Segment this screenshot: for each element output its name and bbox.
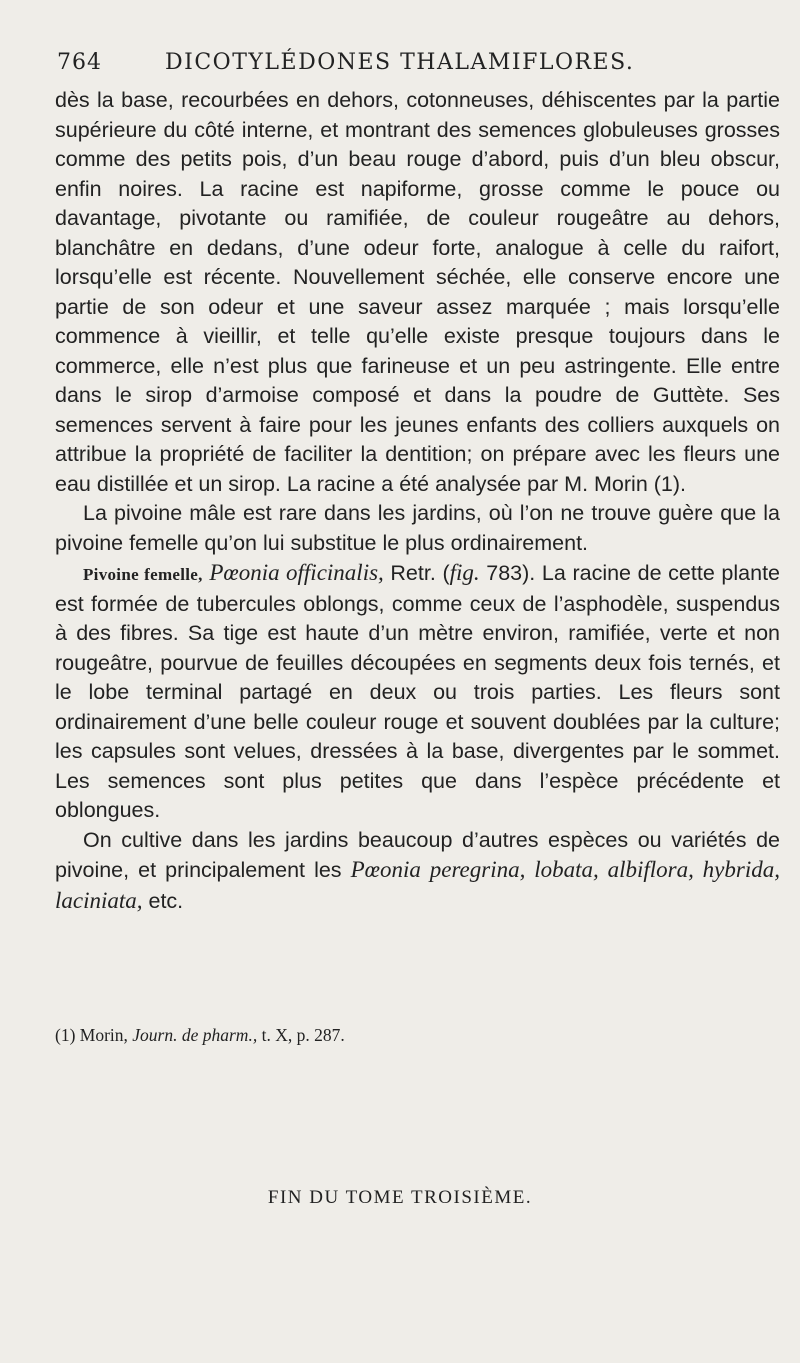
- fig-label: fig.: [449, 560, 480, 585]
- fig-ref: 783).: [479, 561, 542, 585]
- paragraph-3-text: La racine de cette plante est formée de tubercules oblongs, comme ceux de l’asphodèle, suspendus à des fibres. Sa tige est haute d’un mètre environ, ramifiée, verte et non rougeâtre, pourvue de feuilles découpées en segments deux fois ternés, et le lobe terminal partagé en deux ou trois parties. Les fleurs sont ordinairement d’une belle couleur rouge et souvent doublées par la culture; les capsules sont velues, dressées à la base, divergentes par le sommet. Les semences sont plus petites que dans l’espèce précédente et oblongues.: [55, 561, 780, 822]
- running-head: DICOTYLÉDONES THALAMIFLORES.: [165, 50, 635, 75]
- paragraph-1: dès la base, recourbées en dehors, cotonneuses, déhiscentes par la partie supérieure du côté interne, et montrant des semences globuleuses grosses comme des petits pois, d’un beau rouge d’abord, puis d’un bleu obscur, enfin noires. La racine est napiforme, grosse comme le pouce ou davantage, pivotante ou ramifiée, de couleur rougeâtre au dehors, blanchâtre en dedans, d’une odeur forte, analogue à celle du raifort, lorsqu’elle est récente. Nouvellement séchée, elle conserve encore une partie de son odeur et une saveur assez marquée ; mais lorsqu’elle commence à vieillir, et telle qu’elle existe presque toujours dans le commerce, elle n’est plus que farineuse et un peu astringente. Elle entre dans le sirop d’armoise composé et dans la poudre de Guttète. Ses semences servent à faire pour les jeunes enfants des colliers auxquels on attribue la propriété de faciliter la dentition; on prépare avec les fleurs une eau distillée et un sirop. La racine a été analysée par M. Morin (1).: [55, 88, 780, 496]
- page-header: [55, 48, 745, 84]
- paragraph-4-end: etc.: [142, 888, 184, 913]
- section-heading: Pivoine femelle,: [83, 565, 203, 584]
- footnote-marker: (1) Morin,: [55, 1025, 133, 1045]
- paragraph-2: La pivoine mâle est rare dans les jardins, où l’on ne trouve guère que la pivoine femelle qu’on lui substitue le plus ordinairement.: [55, 501, 780, 555]
- paragraph-4: [55, 826, 780, 917]
- page-number: 764: [57, 50, 102, 75]
- footnote-journal: Journ. de pharm.,: [132, 1025, 258, 1045]
- footnote: [55, 1025, 780, 1046]
- footnote-ref: t. X, p. 287.: [257, 1025, 345, 1045]
- latin-name: Pœonia officinalis,: [209, 560, 384, 585]
- body-text: [55, 86, 780, 916]
- end-note: FIN DU TOME TROISIÈME.: [267, 1187, 533, 1208]
- paragraph-4-start: On cultive dans les jardins beaucoup d’autres espèces ou variétés de pivoine, et principalement les: [55, 827, 780, 882]
- varieties: Pœonia peregrina, lobata, albiflora, hybrida, laciniata,: [55, 857, 780, 913]
- author-ref: Retr. (: [383, 561, 450, 585]
- paragraph-3: [55, 558, 780, 826]
